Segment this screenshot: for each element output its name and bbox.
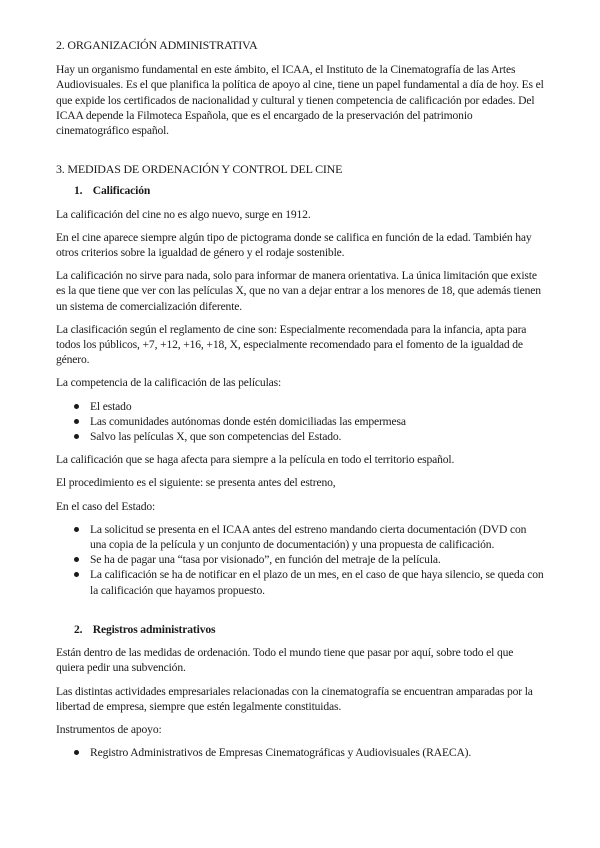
paragraph: En el cine aparece siempre algún tipo de pictograma donde se califica en función de la edad. También hay otros criterios sobre la igualdad de género y el rodaje sostenible. [56, 230, 532, 260]
list-item-text: Se ha de pagar una “tasa por visionado”, en función del metraje de la película. [90, 553, 441, 567]
bullet-icon [74, 750, 79, 755]
paragraph: En el caso del Estado: [56, 499, 156, 513]
list-item-text: Salvo las películas X, que son competencias del Estado. [90, 430, 342, 444]
paragraph: La calificación no sirve para nada, solo para informar de manera orientativa. La única limitación que existe es la que tiene que ver con las películas X, que no van a dejar entrar a los menores de 18, que además tienen un sistema de comercialización diferente. [56, 269, 541, 313]
instrumentos-list [56, 745, 544, 760]
list-item-text: El estado [90, 399, 132, 413]
list-item [56, 522, 544, 552]
list-item-text: La calificación se ha de notificar en el plazo de un mes, en el caso de que haya silencio, se queda con la calificación que hayamos propuesto. [90, 568, 544, 597]
subsection-calificacion-heading [74, 183, 544, 198]
list-item-text: Las comunidades autónomas donde estén domiciliadas las empermesa [90, 414, 406, 428]
procedimiento-list [56, 522, 544, 598]
section-3-heading: 3. MEDIDAS DE ORDENACIÓN Y CONTROL DEL CINE [56, 162, 343, 177]
subsection-registros-heading [74, 622, 544, 637]
list-item [56, 745, 544, 760]
list-item [56, 399, 544, 414]
section-2-heading: 2. ORGANIZACIÓN ADMINISTRATIVA [56, 38, 258, 52]
list-item [56, 414, 544, 429]
bullet-icon [74, 557, 79, 562]
paragraph: Las distintas actividades empresariales relacionadas con la cinematografía se encuentran amparadas por la libertad de empresa, siempre que estén legalmente constituidas. [56, 684, 533, 713]
list-item-text: La solicitud se presenta en el ICAA antes del estreno mandando cierta documentación (DVD con una copia de la película y un conjunto de documentación) y una propuesta de calificación. [90, 522, 527, 552]
bullet-icon [74, 419, 79, 424]
subsection-number: 2. [74, 622, 83, 636]
paragraph: La clasificación según el reglamento de cine son: Especialmente recomendada para la infancia, apta para todos los públicos, +7, +12, +16, +18, X, especialmente recomendado para el fomento de la igualdad de género. [56, 322, 527, 367]
list-item [56, 567, 544, 597]
paragraph: La calificación que se haga afecta para siempre a la película en todo el territorio español. [56, 453, 455, 467]
section-2-paragraph: Hay un organismo fundamental en este ámbito, el ICAA, el Instituto de la Cinematografía de las Artes Audiovisuales. Es el que planifica la política de apoyo al cine, tiene un papel fundamental a día de hoy. Es el que expide los certificados de nacionalidad y cultural y tienen competencia de calificación por edades. Del ICAA depende la Filmoteca Española, que es el encargado de la preservación del patrimonio cinematográfico español. [56, 63, 544, 138]
paragraph: La calificación del cine no es algo nuevo, surge en 1912. [56, 207, 311, 221]
bullet-icon [74, 404, 79, 409]
list-item [56, 552, 544, 567]
bullet-icon [74, 434, 79, 439]
competencia-list [56, 399, 544, 445]
bullet-icon [74, 572, 79, 577]
list-item-text: Registro Administrativos de Empresas Cinematográficas y Audiovisuales (RAECA). [90, 746, 472, 760]
subsection-title: Registros administrativos [92, 622, 216, 636]
document-page [56, 38, 544, 768]
paragraph: Instrumentos de apoyo: [56, 722, 162, 736]
paragraph: El procedimiento es el siguiente: se presenta antes del estreno, [56, 476, 336, 490]
list-item [56, 429, 544, 444]
subsection-number: 1. [74, 184, 83, 198]
paragraph: Están dentro de las medidas de ordenación. Todo el mundo tiene que pasar por aquí, sobre todo el que quiera pedir una subvención. [56, 646, 514, 675]
bullet-icon [74, 527, 79, 532]
paragraph: La competencia de la calificación de las películas: [56, 376, 282, 390]
subsection-title: Calificación [92, 184, 151, 198]
